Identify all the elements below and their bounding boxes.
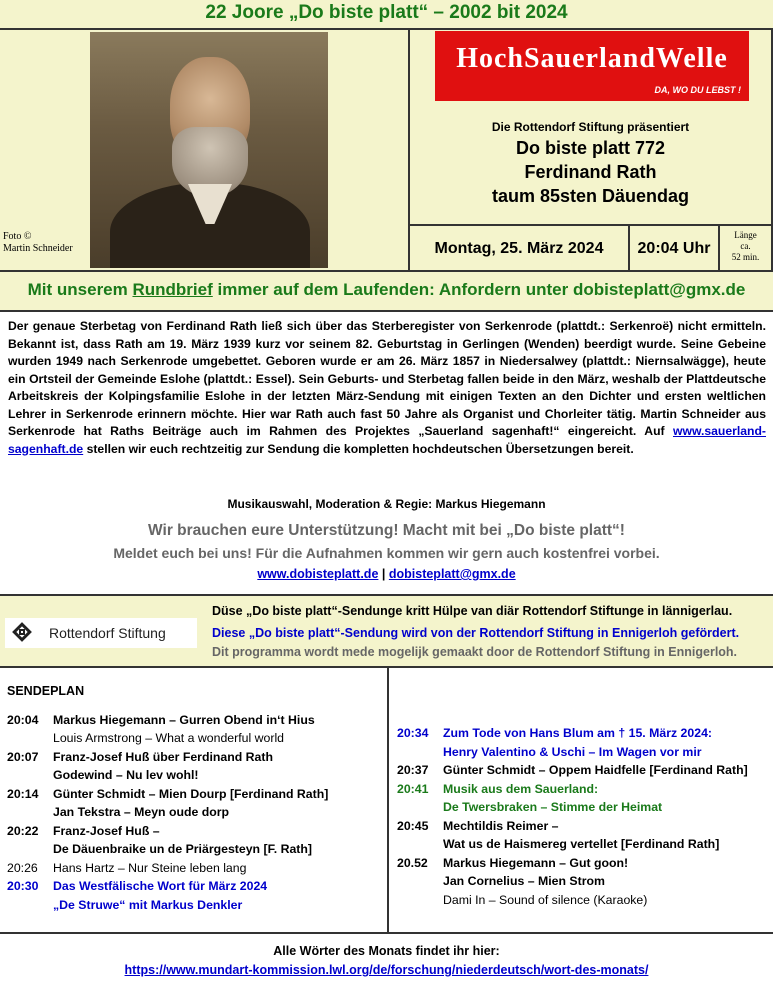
schedule-item-text: Günter Schmidt – Mien Dourp [Ferdinand Rath] (53, 786, 329, 801)
schedule-item-text: Jan Tekstra – Meyn oude dorp (53, 805, 230, 819)
page-banner-title: 22 Joore „Do biste platt“ – 2002 bit 2024 (0, 0, 773, 30)
schedule-entry (7, 748, 382, 785)
schedule-time: 20:07 (7, 749, 39, 764)
logo-main-text: HochSauerlandWelle (456, 43, 728, 74)
schedule-item-text: Zum Tode von Hans Blum am † 15. März 2024: (443, 726, 713, 740)
schedule-entry (397, 817, 772, 854)
schedule-item-text: De Däuenbraike un de Priärgesteyn [F. Rath] (53, 842, 312, 856)
photo-area (0, 30, 410, 270)
schedule-entry (7, 822, 382, 859)
broadcast-date: Montag, 25. März 2024 (410, 226, 630, 272)
schedule-item-text: Jan Cornelius – Mien Strom (443, 874, 605, 888)
schedule-right-column (397, 724, 772, 909)
schedule-item-text: Markus Hiegemann – Gut goon! (443, 855, 629, 870)
schedule-item-text: Hans Hartz – Nur Steine leben lang (53, 860, 247, 875)
email-link[interactable]: dobisteplatt@gmx.de (388, 567, 516, 581)
article-body: Der genaue Sterbetag von Ferdinand Rath ließ sich über das Sterberegister von Serkenrode (plattdt.: Serkenroë) nicht ermitteln. Bekannt ist, dass Rath am 19. März 1939 kurz vor seinem 82. Geburtstag in Gerlingen (Wenden) beerdigt wurde. Seine Gebeine wurden 1949 nach Serkenrode umgebettet. Geboren wurde er am 26. März 1857 in Niedersalwey (plattdt.: Niernsalwägge), heute ein Ortsteil der Gemeinde Eslohe (plattdt.: Essel). Sein Geburts- und Sterbetag fallen beide in den März, weshalb der Plattdeutsche Arbeitskreis der Kolpingsfamilie Eslohe in der letzten März-Sendung mit einigen Texten an den Dichter und ersten weltlichen Lehrer in Serkenrode erinnern möchte. Hier war Rath auch fast 50 Jahre als Organist und Chorleiter tätig. Martin Schneider aus Serkenrode hat Raths Beiträge auch im Rahmen des Projektes „Sauerland sagenhaft!“ eingereicht. Auf www.sauerland-sagenhaft.de stellen wir euch rechtzeitig zur Sendung die kompletten hochdeutschen Übersetzungen bereit. (8, 319, 766, 456)
schedule-section (0, 666, 773, 934)
support-subheading: Meldet euch bei uns! Für die Aufnahmen kommen wir gern auch kostenfrei vorbei. (113, 545, 660, 561)
broadcast-date-row (410, 224, 771, 272)
schedule-divider (387, 666, 389, 932)
schedule-item-text: Henry Valentino & Uschi – Im Wagen vor mir (443, 744, 702, 759)
schedule-item-text: Wat us de Haismereg vertellet [Ferdinand Rath] (443, 837, 720, 851)
schedule-item-text: Musik aus dem Sauerland: (443, 781, 599, 796)
schedule-entry (7, 785, 382, 822)
schedule-entry (7, 859, 382, 878)
schedule-entry (397, 724, 772, 761)
support-links: www.dobisteplatt.de | dobisteplatt@gmx.de (257, 567, 516, 581)
schedule-time: 20:45 (397, 818, 429, 833)
schedule-time: 20:37 (397, 763, 429, 777)
schedule-entry (397, 854, 772, 910)
portrait-photo (90, 32, 328, 268)
schedule-time: 20:22 (7, 823, 39, 838)
header-box (0, 30, 773, 272)
schedule-time: 20:30 (7, 879, 39, 893)
schedule-left-column (7, 682, 382, 914)
rottendorf-logo (5, 618, 197, 648)
sauerland-sagenhaft-link[interactable]: www.sauerland-sagenhaft.de (8, 424, 766, 456)
schedule-item-text: Markus Hiegemann – Gurren Obend in‘t Hius (53, 712, 315, 727)
logo-slogan: DA, WO DU LEBST ! (654, 85, 741, 95)
schedule-heading: SENDEPLAN (7, 684, 85, 698)
credits-line: Musikauswahl, Moderation & Regie: Markus Hiegemann (227, 497, 546, 511)
sponsor-box (0, 594, 773, 668)
schedule-time: 20:04 (7, 712, 39, 727)
schedule-time: 20:14 (7, 786, 39, 801)
footer-text: Alle Wörter des Monats findet ihr hier: (273, 944, 500, 958)
schedule-time: 20.52 (397, 855, 428, 870)
broadcast-length: Länge ca. 52 min. (731, 230, 760, 262)
sponsor-text-german: Diese „Do biste platt“-Sendung wird von der Rottendorf Stiftung in Ennigerloh gefördert. (212, 626, 740, 640)
website-link[interactable]: www.dobisteplatt.de (257, 567, 379, 581)
schedule-item-text: Mechtildis Reimer – (443, 818, 559, 833)
show-title: Do biste platt 772 Ferdinand Rath taum 85sten Däuendag (491, 138, 690, 206)
schedule-entry (397, 761, 772, 780)
schedule-item-text: Dami In – Sound of silence (Karaoke) (443, 892, 648, 907)
sponsor-text-dutch: Dit programma wordt mede mogelijk gemaakt door de Rottendorf Stiftung in Ennigerloh. (212, 645, 738, 659)
schedule-item-text: Franz-Josef Huß über Ferdinand Rath (53, 749, 273, 764)
newsletter-link[interactable]: Rundbrief (132, 280, 213, 299)
broadcast-time: 20:04 Uhr (630, 226, 720, 272)
newsletter-banner: Mit unserem Rundbrief immer auf dem Laufenden: Anfordern unter dobisteplatt@gmx.de (0, 272, 773, 312)
wort-des-monats-link[interactable]: https://www.mundart-kommission.lwl.org/de/forschung/niederdeutsch/wort-des-monats/ (124, 963, 649, 977)
schedule-item-text: Louis Armstrong – What a wonderful world (53, 731, 285, 745)
schedule-item-text: Günter Schmidt – Oppem Haidfelle [Ferdinand Rath] (443, 763, 748, 777)
schedule-entry (7, 711, 382, 748)
schedule-item-text: De Twersbraken – Stimme der Heimat (443, 800, 663, 814)
presents-line: Die Rottendorf Stiftung präsentiert (491, 120, 690, 134)
schedule-item-text: Godewind – Nu lev wohl! (53, 768, 199, 782)
support-heading: Wir brauchen eure Unterstützung! Macht mit bei „Do biste platt“! (148, 522, 625, 539)
schedule-item-text: Franz-Josef Huß – (53, 823, 160, 838)
photo-credit: Foto © Martin Schneider (3, 231, 73, 254)
hochsauerlandwelle-logo (435, 31, 749, 101)
footer-link-line (0, 963, 773, 977)
sponsor-text-platt: Düse „Do biste platt“-Sendunge kritt Hülpe van diär Rottendorf Stiftunge in lännigerlau. (212, 604, 733, 618)
schedule-entry (7, 877, 382, 914)
schedule-time: 20:26 (7, 860, 38, 875)
schedule-entry (397, 780, 772, 817)
show-info (410, 30, 771, 270)
schedule-item-text: Das Westfälische Wort für März 2024 (53, 879, 268, 893)
schedule-time: 20:41 (397, 781, 429, 796)
schedule-item-text: „De Struwe“ mit Markus Denkler (53, 897, 243, 912)
sponsor-logo-name: Rottendorf Stiftung (49, 625, 166, 641)
schedule-time: 20:34 (397, 726, 429, 740)
